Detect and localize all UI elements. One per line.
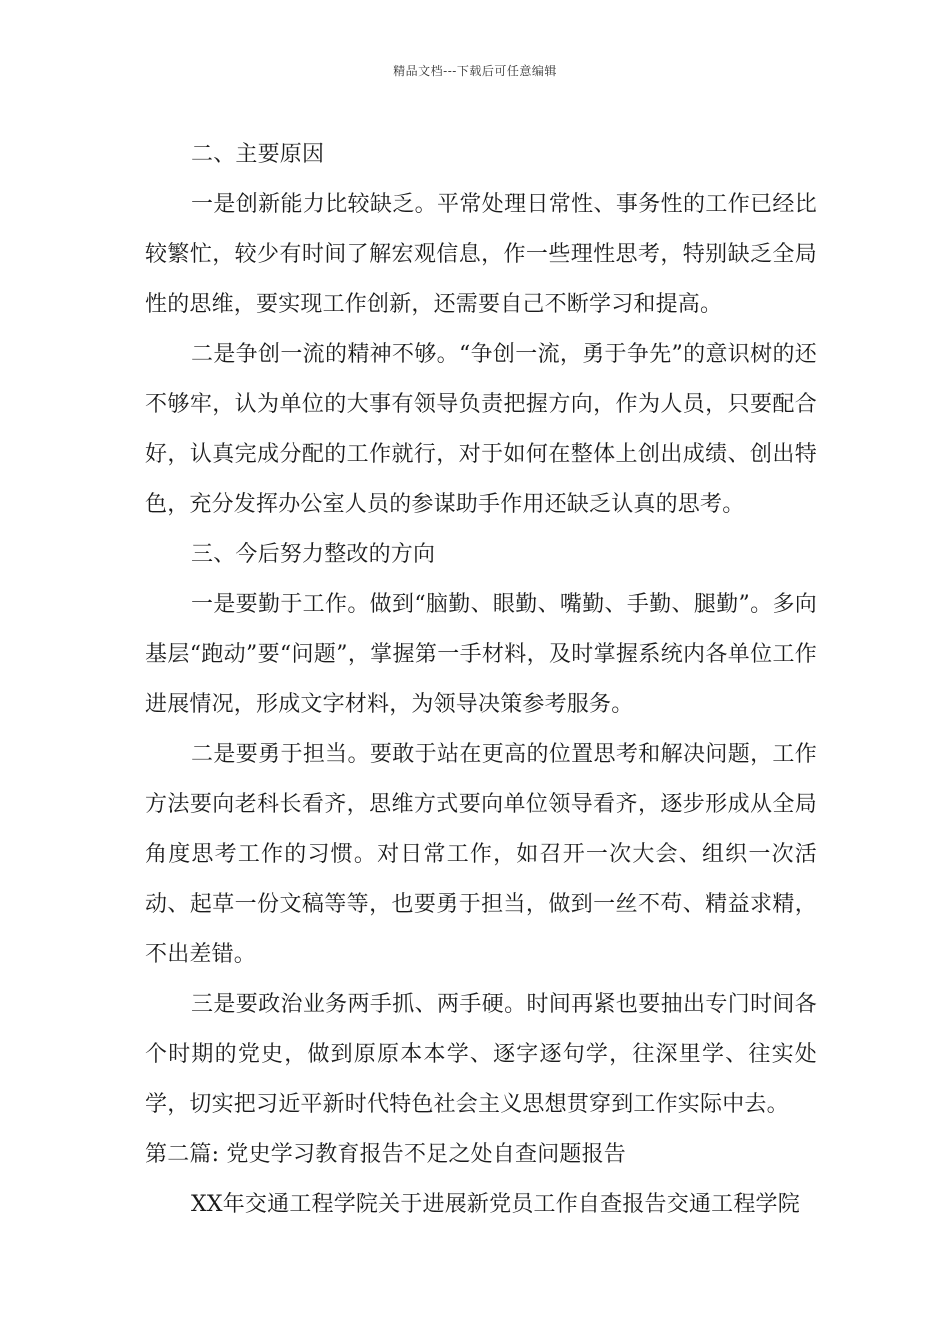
paragraph-direction-1: 一是要勤于工作。做到“脑勤、眼勤、嘴勤、手勤、腿勤”。多向基层“跑动”要“问题”，掌握第一手材料，及时掌握系统内各单位工作进展情况，形成文字材料，为领导决策参考服务。 [145,592,817,717]
document-body [145,130,817,1230]
paragraph-direction-2: 二是要勇于担当。要敢于站在更高的位置思考和解决问题，工作方法要向老科长看齐，思维方式要向单位领导看齐，逐步形成从全局角度思考工作的习惯。对日常工作，如召开一次大会、组织一次活动、起草一份文稿等等，也要勇于担当，做到一丝不苟、精益求精，不出差错。 [145,742,817,967]
paragraph-reason-2: 二是争创一流的精神不够。“争创一流，勇于争先”的意识树的还不够牢，认为单位的大事有领导负责把握方向，作为人员，只要配合好，认真完成分配的工作就行，对于如何在整体上创出成绩、创出特色，充分发挥办公室人员的参谋助手作用还缺乏认真的思考。 [145,342,817,517]
paragraph-direction-3: 三是要政治业务两手抓、两手硬。时间再紧也要抽出专门时间各个时期的党史，做到原原本本学、逐字逐句学，往深里学、往实处学，切实把习近平新时代特色社会主义思想贯穿到工作实际中去。 [145,992,817,1117]
heading-main-reasons: 二、主要原因 [191,142,325,167]
page-header: 精品文档---下载后可任意编辑 [393,64,557,78]
heading-part-two: 第二篇: 党史学习教育报告不足之处自查问题报告 [145,1142,627,1167]
paragraph-reason-1: 一是创新能力比较缺乏。平常处理日常性、事务性的工作已经比较繁忙，较少有时间了解宏观信息，作一些理性思考，特别缺乏全局性的思维，要实现工作创新，还需要自己不断学习和提高。 [145,192,817,317]
heading-rectification-direction: 三、今后努力整改的方向 [191,542,436,567]
paragraph-part-two-intro: XX年交通工程学院关于进展新党员工作自查报告交通工程学院 [191,1192,800,1217]
